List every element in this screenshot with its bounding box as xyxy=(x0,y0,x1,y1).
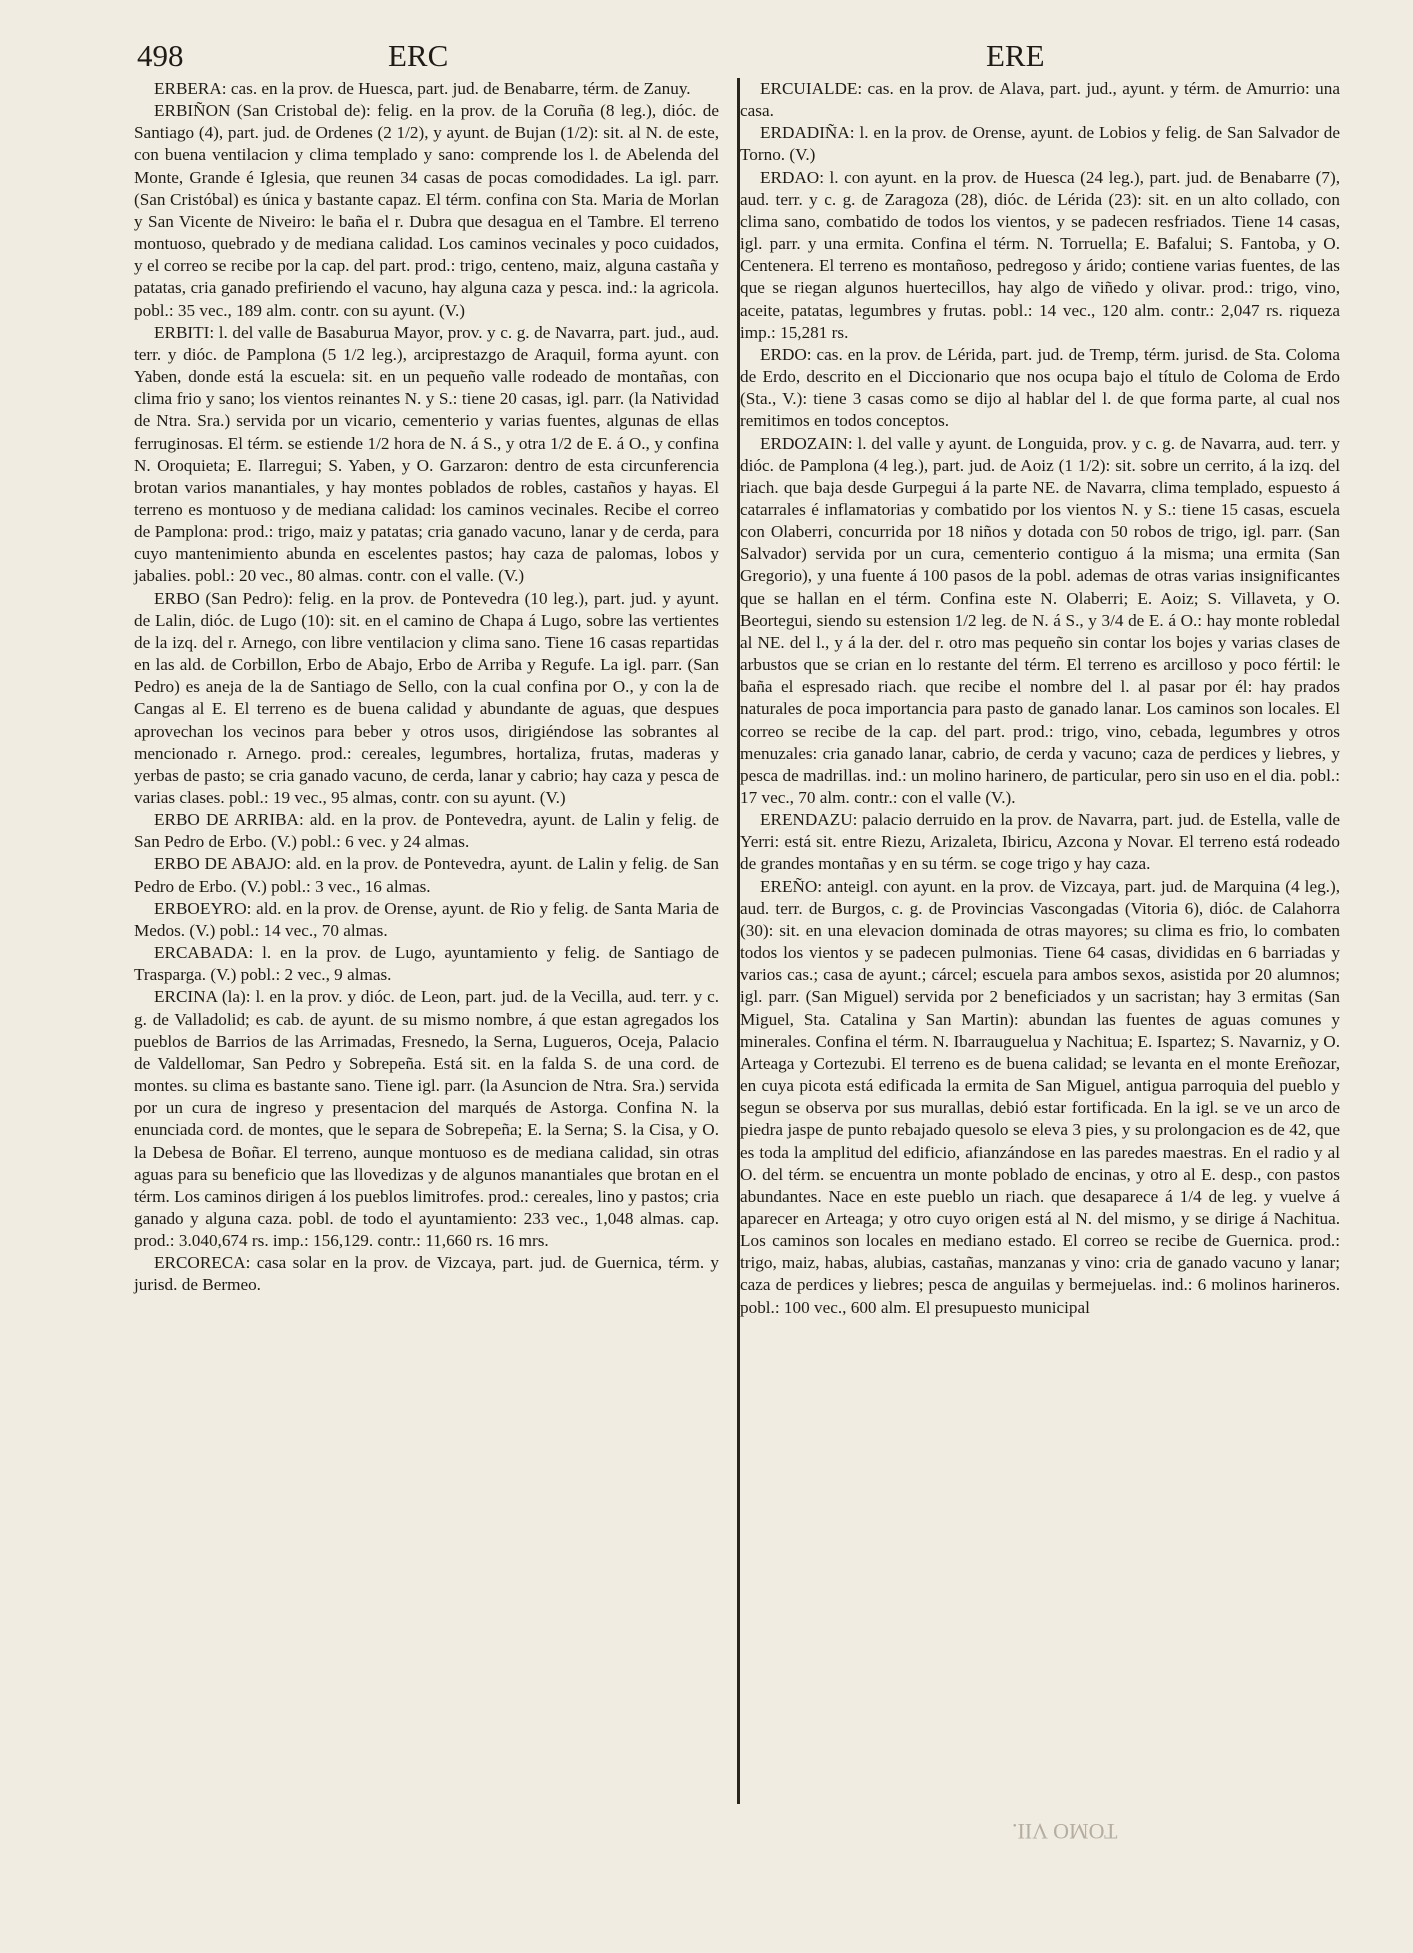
headword: ERBO DE ARRIBA: xyxy=(154,810,304,830)
entry-text: cas. en la prov. de Huesca, part. jud. de Benabarre, térm. de Zanuy. xyxy=(226,79,691,98)
right-running-head: ERE xyxy=(986,38,1045,73)
headword: ERENDAZU: xyxy=(760,810,858,830)
headword: ERBOEYRO: xyxy=(154,898,252,918)
headword: ERDADIÑA: xyxy=(760,123,855,143)
entry-ercabada xyxy=(134,942,719,986)
headword: ERCORECA: xyxy=(154,1253,251,1273)
entry-text: (San Pedro): felig. en la prov. de Pontevedra (10 leg.), part. jud. y ayunt. de Lalin, dióc. de Lugo (10): sit. en el camino de Chapa á Lugo, sobre las vertientes de la izq. del r. Arnego, con libre ventilacion y clima sano. Tiene 16 casas repartidas en las ald. de Corbillon, Erbo de Abajo, Erbo de Arriba y Regufe. La igl. parr. (San Pedro) es aneja de la de Santiago de Sello, con la cual confina por O., y con la de Cangas al E. El terreno es de buena calidad y abundante de aguas, que despues aprovechan los vecinos para beber y otros usos, dirigiéndose las sobrantes al mencionado r. Arnego. prod.: cereales, legumbres, hortaliza, frutas, maderas y yerbas de pasto; se cria ganado vacuno, de cerda, lanar y cabrio; hay caza y pesca de varias clases. pobl.: 19 vec., 95 almas, contr. con su ayunt. (V.) xyxy=(134,588,719,807)
entry-ercuialde xyxy=(740,78,1340,122)
entry-text: l. del valle y ayunt. de Longuida, prov. y c. g. de Navarra, aud. terr. y dióc. de Pamplona (4 leg.), part. jud. de Aoiz (1 1/2): sit. sobre un cerrito, á la izq. del riach. que baja desde Gurpegui á la parte NE. de Navarra, clima templado, espuesto á catarrales é inflamatorias y combatido por los vientos N. y S.: tiene 15 casas, escuela con Olaberri, concurrida por 18 niños y dotada con 50 robos de trigo, igl. parr. (San Salvador) servida por un cura, cementerio contiguo á la misma; una ermita (San Gregorio), y una fuente á 100 pasos de la pobl. ademas de otras varias insignificantes que se hallan en el térm. Confina este N. Olaberri; E. Aoiz; S. Villaveta, y O. Beortegui, siendo su estension 1/2 leg. de N. á S., y 3/4 de E. á O.: hay monte robledal al NE. del l., y á la der. del r. otro mas pequeño sin contar los bojes y varias clases de arbustos que se crian en lo restante del térm. El terreno es arcilloso y poco fértil: le baña el espresado riach. que recibe el nombre del l. al pasar por él: hay prados naturales de poca importancia para pasto de ganado lanar. Los caminos son locales. El correo se recibe de la cap. del part. prod.: trigo, vino, cebada, legumbres y otros menuzales: cria ganado lanar, cabrio, de cerda y vacuno; caza de perdices y liebres, y pesca de madrillas. ind.: un molino harinero, de particular, pero sin uso en el dia. pobl.: 17 vec., 70 alm. contr.: con el valle (V.). xyxy=(740,433,1340,807)
entry-erdozain xyxy=(740,433,1340,810)
headword: ERBERA: xyxy=(154,79,227,98)
entry-erdao xyxy=(740,167,1340,344)
page-header xyxy=(0,38,1413,78)
headword: ERBITI: xyxy=(154,322,215,342)
entry-text: ald. en la prov. de Orense, ayunt. de Rio y felig. de Santa Maria de Medos. (V.) pobl.: 14 vec., 70 almas. xyxy=(134,898,719,940)
entry-ercina xyxy=(134,986,719,1252)
entry-text: ald. en la prov. de Pontevedra, ayunt. de Lalin y felig. de San Pedro de Erbo. (V.) pobl.: 6 vec. y 24 almas. xyxy=(134,810,719,852)
headword: ERCUIALDE: xyxy=(760,79,863,98)
entry-ercoreca xyxy=(134,1252,719,1296)
headword: ERBO DE ABAJO: xyxy=(154,854,292,874)
entry-erbo-de-abajo xyxy=(134,853,719,897)
entry-erbera xyxy=(134,78,719,100)
entry-erdo xyxy=(740,344,1340,433)
entry-erbinon xyxy=(134,100,719,322)
entry-text: anteigl. con ayunt. en la prov. de Vizcaya, part. jud. de Marquina (4 leg.), aud. terr. de Burgos, c. g. de Provincias Vascongadas (Vitoria 6), dióc. de Calahorra (30): sit. en una elevacion dominada de otras mayores; su clima es frio, lo combaten todos los vientos y se padecen pulmonias. Tiene 64 casas, divididas en 6 barriadas y varios cas.; casa de ayunt.; cárcel; escuela para ambos sexos, asistida por 20 alumnos; igl. parr. (San Miguel) servida por 2 beneficiados y un sacristan; hay 3 ermitas (San Miguel, Sta. Catalina y San Martin): abundan las fuentes de aguas comunes y minerales. Confina el térm. N. Ibarrauguelua y Nachitua; E. Ispartez; S. Navarniz, y O. Arteaga y Cortezubi. El terreno es de buena calidad; se levanta en el monte Ereñozar, en cuya picota está edificada la ermita de San Miguel, antigua parroquia del pueblo y segun se observa por sus murallas, debió estar fortificada. En la igl. se ve un arco de piedra jaspe de punto rebajado quesolo se eleva 3 pies, y su prolongacion es de 42, que es toda la amplitud del edificio, afianzándose en las paredes maestras. En el radio y al O. del térm. se encuentra un monte poblado de encinas, y otro al E. desp., con pastos abundantes. Nace en este pueblo un riach. que desaparece á 1/4 de leg. y vuelve á aparecer en Arteaga; y otro cuyo origen está al N. del mismo, y se dirige á Nachitua. Los caminos son locales en mediano estado. El correo se recibe de Guernica. prod.: trigo, maiz, habas, alubias, castañas, manzanas y vino: cria de ganado vacuno y lanar; caza de perdices y liebres; pesca de anguilas y bermejuelas. ind.: 6 molinos harineros. pobl.: 100 vec., 600 alm. El presupuesto municipal xyxy=(740,876,1340,1317)
entry-text: l. en la prov. de Lugo, ayuntamiento y felig. de Santiago de Trasparga. (V.) pobl.: 2 vec., 9 almas. xyxy=(134,943,719,985)
page-number: 498 xyxy=(137,38,184,73)
entry-text: cas. en la prov. de Lérida, part. jud. de Tremp, térm. jurisd. de Sta. Coloma de Erdo, descrito en el Diccionario que nos ocupa bajo el título de Coloma de Erdo (Sta., V.): tiene 3 casas como se dijo al hablar del l. de que forma parte, al cual nos remitimos en todos conceptos. xyxy=(740,344,1340,431)
headword: ERDO: xyxy=(760,344,812,364)
entry-text: casa solar en la prov. de Vizcaya, part. jud. de Guernica, térm. y jurisd. de Bermeo. xyxy=(134,1253,719,1295)
bleed-through-text: TOMO VII. xyxy=(1012,1819,1118,1844)
entry-text: ald. en la prov. de Pontevedra, ayunt. de Lalin y felig. de San Pedro de Erbo. (V.) pobl.: 3 vec., 16 almas. xyxy=(134,854,720,896)
entry-text: l. en la prov. de Orense, ayunt. de Lobios y felig. de San Salvador de Torno. (V.) xyxy=(740,123,1340,165)
headword: ERCABADA: xyxy=(154,943,254,963)
entry-text: (la): l. en la prov. y dióc. de Leon, part. jud. de la Vecilla, aud. terr. y c. g. de Valladolid; es cab. de ayunt. de su mismo nombre, á que estan agregados los pueblos de Barrios de las Arrimadas, Fresnedo, la Serna, Lugueros, Oceja, Palacio de Valdellomar, San Pedro y Sobrepeña. Está sit. en la falda S. de una cord. de montes. su clima es bastante sano. Tiene igl. parr. (la Asuncion de Ntra. Sra.) servida por un cura de ingreso y presentacion del marqués de Astorga. Confina N. la enunciada cord. de montes, que le separa de Sobrepeña; E. la Serna; S. la Cisa, y O. la Debesa de Boñar. El terreno, aunque montuoso es de mediana calidad, sin otras aguas para su beneficio que las llovedizas y de algunos manantiales que brotan en el térm. Los caminos dirigen á los pueblos limitrofes. prod.: cereales, lino y pastos; cria ganado y alguna caza. pobl. de todo el ayuntamiento: 233 vec., 1,048 almas. cap. prod.: 3.040,674 rs. imp.: 156,129. contr.: 11,660 rs. 16 mrs. xyxy=(134,987,719,1251)
headword: ERDAO: xyxy=(760,167,824,187)
headword: ERDOZAIN: xyxy=(760,433,853,453)
headword: ERBIÑON xyxy=(154,101,231,121)
headword: ERBO xyxy=(154,588,200,608)
entry-erbo xyxy=(134,588,719,810)
headword: EREÑO: xyxy=(760,876,823,896)
left-column xyxy=(134,78,719,1297)
entry-erdadina xyxy=(740,122,1340,166)
entry-erbiti xyxy=(134,322,719,588)
entry-text: l. con ayunt. en la prov. de Huesca (24 leg.), part. jud. de Benabarre (7), aud. terr. y c. g. de Zaragoza (28), dióc. de Lérida (23): sit. en un alto collado, con clima sano, combatido de todos los vientos, y se padecen resfriados. Tiene 14 casas, igl. parr. y una ermita. Confina el térm. N. Torruella; E. Bafalui; S. Fantoba, y O. Centenera. El terreno es montañoso, pedregoso y árido; contiene varias fuentes, de las que se riegan algunos huertecillos, hay algo de viñedo y olivar. prod.: trigo, vino, aceite, patatas, legumbres y frutas. pobl.: 14 vec., 120 alm. contr.: 2,047 rs. riqueza imp.: 15,281 rs. xyxy=(740,167,1340,342)
entry-erendazu xyxy=(740,809,1340,875)
entry-erbo-de-arriba xyxy=(134,809,719,853)
entry-text: l. del valle de Basaburua Mayor, prov. y c. g. de Navarra, part. jud., aud. terr. y dióc. de Pamplona (5 1/2 leg.), arciprestazgo de Araquil, forma ayunt. con Yaben, donde está la escuela: sit. en un pequeño valle rodeado de montañas, con clima frio y sano; los vientos reinantes N. y S.: tiene 20 casas, igl. parr. (la Natividad de Ntra. Sra.) servida por un vicario, cementerio y varias fuentes, algunas de ellas ferruginosas. El térm. se estiende 1/2 hora de N. á S., y otra 1/2 de E. á O., y confina N. Oroquieta; E. Ilarregui; S. Yaben, y O. Garzaron: dentro de esta circunferencia brotan varios manantiales, y hay montes poblados de robles, castaños y hayas. El terreno es montuoso y de mediana calidad: los caminos vecinales. Recibe el correo de Pamplona: prod.: trigo, maiz y patatas; cria ganado vacuno, lanar y de cerda, para cuyo mantenimiento abunda en escelentes pastos; hay caza de palomas, lobos y jabalies. pobl.: 20 vec., 80 almas. contr. con el valle. (V.) xyxy=(134,322,719,586)
entry-erboeyro xyxy=(134,898,719,942)
right-column xyxy=(740,78,1340,1319)
headword: ERCINA xyxy=(154,987,218,1007)
entry-text: (San Cristobal de): felig. en la prov. de la Coruña (8 leg.), dióc. de Santiago (4), part. jud. de Ordenes (2 1/2), y ayunt. de Bujan (1/2): sit. al N. de este, con buena ventilacion y clima templado y sano: comprende los l. de Abelenda del Monte, Grande é Iglesia, que reunen 34 casas de pocas comodidades. La igl. parr. (San Cristóbal) es única y bastante capaz. El térm. confina con Sta. Maria de Morlan y San Vicente de Niveiro: le baña el r. Dubra que desagua en el Tambre. El terreno montuoso, quebrado y de mediana calidad. Los caminos vecinales y poco cuidados, y el correo se recibe por la cap. del part. prod.: trigo, centeno, maiz, alguna castaña y patatas, cria ganado prefiriendo el vacuno, hay alguna caza y pesca. ind.: la agricola. pobl.: 35 vec., 189 alm. contr. con su ayunt. (V.) xyxy=(134,101,719,320)
entry-text: cas. en la prov. de Alava, part. jud., ayunt. y térm. de Amurrio: una casa. xyxy=(740,79,1340,121)
left-running-head: ERC xyxy=(388,38,449,73)
entry-ereno xyxy=(740,876,1340,1319)
entry-text: palacio derruido en la prov. de Navarra, part. jud. de Estella, valle de Yerri: está sit. entre Riezu, Arizaleta, Ibiricu, Azcona y Novar. El terreno está rodeado de grandes montañas y en su térm. se coge trigo y hay caza. xyxy=(740,810,1340,874)
